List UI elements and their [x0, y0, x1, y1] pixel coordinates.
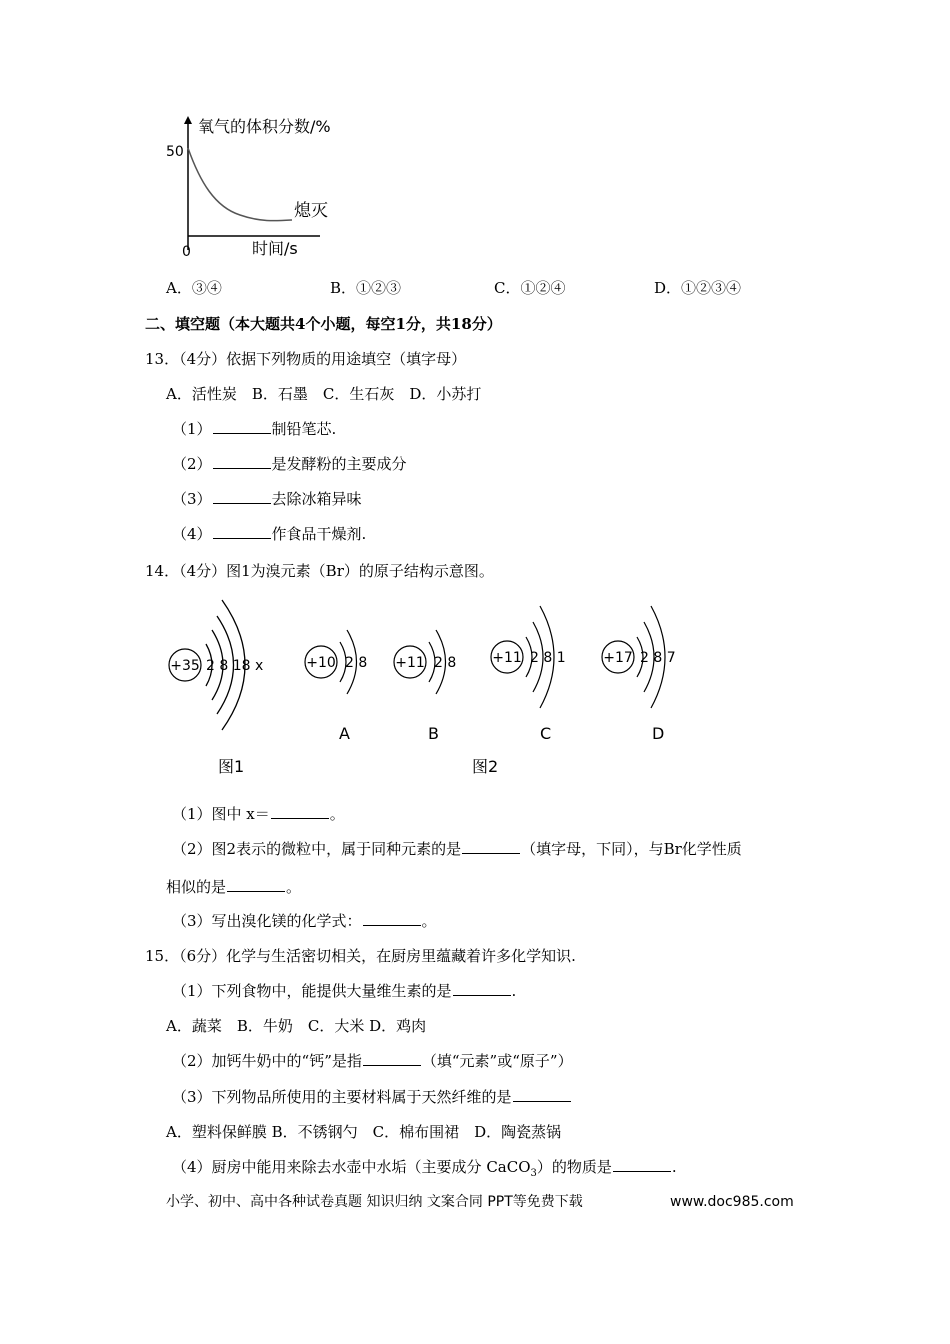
q13-part-3: （3） 去除冰箱异味 [172, 490, 362, 508]
q12-option-c: C．①②④ [494, 279, 566, 297]
atom-c-label: C [540, 724, 552, 743]
answer-blank[interactable] [213, 454, 271, 469]
q13-part-2: （2） 是发酵粉的主要成分 [172, 455, 407, 473]
q13-part-4: （4） 作食品干燥剂. [172, 525, 367, 543]
q15-part-3-choices: A．塑料保鲜膜 B．不锈钢勺 C．棉布围裙 D．陶瓷蒸锅 [166, 1123, 562, 1141]
answer-blank[interactable] [453, 981, 511, 996]
atom-a-electrons: 2 8 [345, 655, 368, 671]
q15-part-3: （3）下列物品所使用的主要材料属于天然纤维的是 [172, 1087, 572, 1107]
q14-part-2-line2: 相似的是 。 [166, 878, 302, 896]
footer-link[interactable]: www.doc985.com [670, 1194, 794, 1210]
atom-c-electrons: 2 8 1 [530, 650, 566, 666]
origin-label: 0 [182, 244, 191, 260]
answer-blank[interactable] [213, 419, 271, 434]
atom-d-label: D [652, 724, 665, 743]
atom-b-nucleus: +11 [395, 655, 425, 671]
q15-part-2: （2）加钙牛奶中的“钙”是指 （填“元素”或“原子”） [172, 1052, 573, 1070]
atom-b-electrons: 2 8 [434, 655, 457, 671]
answer-blank[interactable] [613, 1157, 671, 1172]
fig1-electrons: 2 8 18 x [206, 658, 264, 674]
answer-blank[interactable] [363, 911, 421, 926]
q12-option-a: A．③④ [166, 279, 222, 297]
fig1-br-atom [169, 600, 263, 776]
q14-stem: 14．（4分）图1为溴元素（Br）的原子结构示意图。 [145, 562, 494, 580]
y-axis-label: 氧气的体积分数/% [198, 117, 331, 136]
oxygen-curve [188, 148, 292, 221]
atom-a-label: A [339, 724, 350, 743]
answer-blank[interactable] [213, 489, 271, 504]
x-axis-label: 时间/s [252, 239, 298, 258]
q13-choices: A．活性炭 B．石墨 C．生石灰 D．小苏打 [166, 385, 482, 403]
q12-option-d: D．①②③④ [654, 279, 742, 297]
q15-part-4: （4）厨房中能用来除去水壶中水垢（主要成分 CaCO$_3$）的物质是 . [172, 1158, 677, 1179]
fig2-atom-b [394, 630, 456, 743]
section2-heading: 二、填空题（本大题共4个小题，每空1分，共18分） [145, 315, 502, 333]
atom-b-label: B [428, 724, 439, 743]
q13-stem: 13．（4分）依据下列物质的用途填空（填字母） [145, 350, 467, 368]
atom-structure-figures [160, 592, 720, 782]
atom-c-nucleus: +11 [492, 650, 522, 666]
fig1-caption: 图1 [218, 757, 245, 776]
fig2-atom-c [491, 606, 566, 743]
answer-blank[interactable] [213, 524, 271, 539]
footer-text: 小学、初中、高中各种试卷真题 知识归纳 文案合同 PPT等免费下载 [166, 1194, 583, 1210]
atom-a-nucleus: +10 [306, 655, 336, 671]
q13-part-1: （1） 制铅笔芯. [172, 420, 337, 438]
fig1-nucleus: +35 [170, 658, 200, 674]
oxygen-volume-graph [160, 112, 360, 262]
fig2-atom-a [305, 630, 367, 743]
fig2-caption: 图2 [472, 757, 499, 776]
answer-blank[interactable] [271, 804, 329, 819]
answer-blank[interactable] [227, 877, 285, 892]
q15-part-1-choices: A．蔬菜 B．牛奶 C．大米 D．鸡肉 [166, 1017, 427, 1035]
q15-part-1: （1）下列食物中，能提供大量维生素的是 . [172, 982, 517, 1000]
answer-blank[interactable] [513, 1087, 571, 1102]
answer-blank[interactable] [462, 839, 520, 854]
atom-d-nucleus: +17 [603, 650, 633, 666]
fig2-atom-d [602, 606, 676, 743]
q12-option-b: B．①②③ [330, 279, 402, 297]
q14-part-3: （3）写出溴化镁的化学式： 。 [172, 912, 437, 930]
q14-part-1: （1）图中 x＝ 。 [172, 805, 345, 823]
q14-part-2: （2）图2表示的微粒中，属于同种元素的是 （填字母，下同），与Br化学性质 [172, 840, 742, 858]
atom-d-electrons: 2 8 7 [640, 650, 676, 666]
answer-blank[interactable] [363, 1051, 421, 1066]
y-tick-50: 50 [166, 144, 184, 160]
q15-stem: 15．（6分）化学与生活密切相关，在厨房里蕴藏着许多化学知识. [145, 947, 576, 965]
curve-label: 熄灭 [294, 201, 328, 221]
